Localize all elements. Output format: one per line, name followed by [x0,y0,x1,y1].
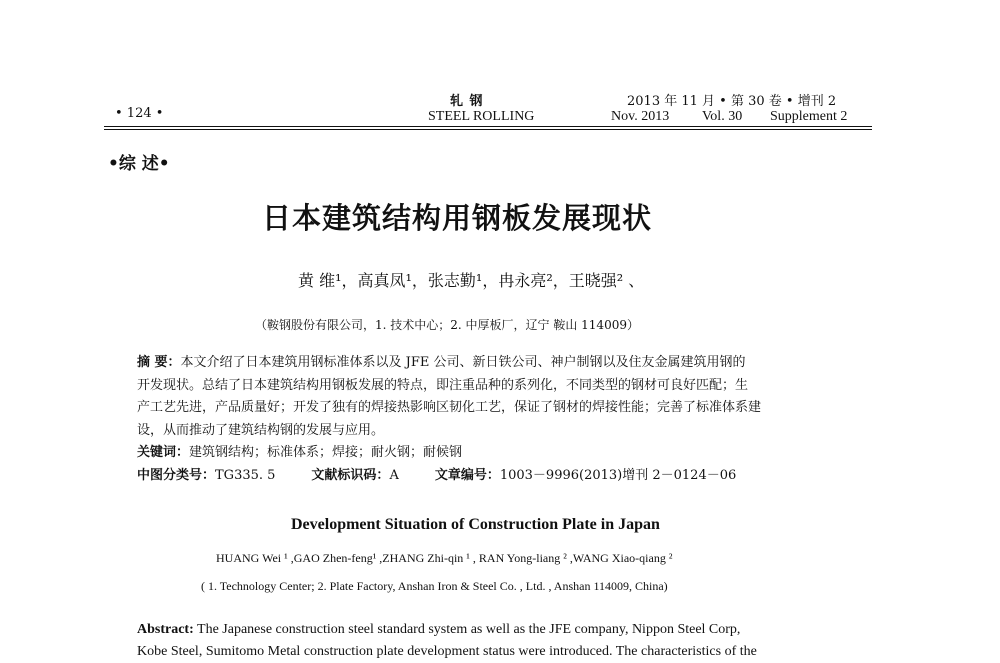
keywords-zh: 建筑钢结构；标准体系；焊接；耐火钢；耐候钢 [189,445,463,460]
clc-value: TG335. 5 [215,467,276,483]
abstract-zh [137,352,840,487]
clc-label: 中图分类号： [137,467,216,483]
journal-title-zh: 轧 钢 [450,94,484,109]
issue-volume-en: Vol. 30 [702,109,743,124]
article-title-zh: 日本建筑结构用钢板发展现状 [262,201,653,235]
abstract-zh-line: 开发现状。总结了日本建筑结构用钢板发展的特点，即注重品种的系列化，不同类型的钢材可良好匹配；生 [137,377,749,393]
article-title-en: Development Situation of Construction Plate in Japan [291,516,660,533]
doc-code-label: 文献标识码： [311,467,390,483]
abstract-en-line: The Japanese construction steel standard system as well as the JFE company, Nippon Steel Corp, [197,622,741,637]
abstract-zh-line: 产工艺先进，产品质量好；开发了独有的焊接热影响区韧化工艺，保证了钢材的焊接性能；完善了标准体系建 [137,400,762,415]
keywords-zh-label: 关键词： [137,445,190,460]
issue-supplement-en: Supplement 2 [770,109,848,124]
abstract-en-line: Kobe Steel, Sumitomo Metal construction plate development status were introduced. The characteristics of the [137,644,757,659]
article-number-value: 1003－9996(2013)增刊 2－0124－06 [499,467,737,483]
header-rule-bottom [104,129,872,130]
issue-date-en: Nov. 2013 [611,109,670,124]
page-number: • 124 • [115,106,164,121]
doc-code-value: A [389,467,399,483]
authors-zh: 黄 维¹，高真凤¹，张志勤¹，冉永亮²，王晓强² 、 [298,271,645,290]
authors-en: HUANG Wei ¹ ,GAO Zhen-feng¹ ,ZHANG Zhi-qin ¹ , RAN Yong-liang ² ,WANG Xiao-qiang ² [216,551,673,565]
abstract-zh-label: 摘 要： [137,355,181,370]
issue-info-zh: 2013 年 11 月 • 第 30 卷 • 增刊 2 [627,94,837,109]
article-number-label: 文章编号： [434,467,500,483]
abstract-en [137,619,840,663]
abstract-zh-line: 本文介绍了日本建筑用钢标准体系以及 JFE 公司、新日铁公司、神户制钢以及住友金属建筑用钢的 [180,355,746,370]
header-rule-top [104,126,872,127]
abstract-zh-line: 设，从而推动了建筑结构钢的发展与应用。 [137,422,385,438]
affiliation-zh: （鞍钢股份有限公司，1. 技术中心；2. 中厚板厂，辽宁 鞍山 114009） [255,318,639,332]
journal-title-en: STEEL ROLLING [428,109,535,124]
abstract-en-label: Abstract: [137,622,194,637]
section-label: •综 述• [108,154,170,174]
affiliation-en: ( 1. Technology Center; 2. Plate Factory, Anshan Iron & Steel Co. , Ltd. , Anshan 114009, China) [201,579,668,593]
